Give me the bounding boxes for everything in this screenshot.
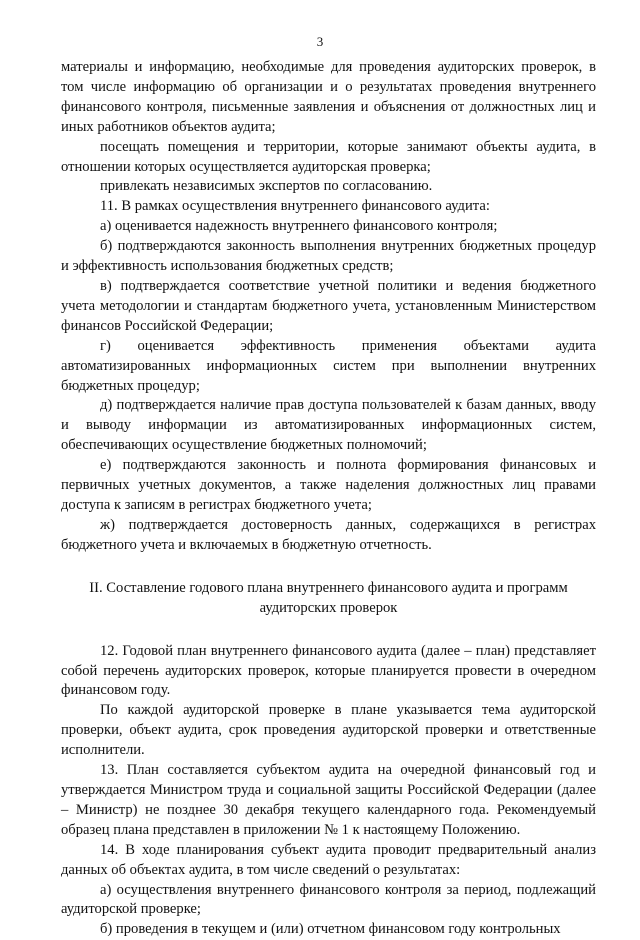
paragraph-item-11d: д) подтверждается наличие прав доступа пользователей к базам данных, вводу и выводу информации из автоматизированных информационных систем, обеспечивающих осуществление бюджетных полномочий; — [61, 397, 596, 454]
paragraph-item-11zh: ж) подтверждается достоверность данных, содержащихся в регистрах бюджетного учета и включаемых в бюджетную отчетность. — [61, 516, 596, 553]
paragraph-experts: привлекать независимых экспертов по согласованию. — [100, 178, 433, 195]
paragraph-item-14a: а) осуществления внутреннего финансового контроля за период, подлежащий аудиторской проверке; — [61, 881, 596, 918]
paragraph-item-11a: а) оценивается надежность внутреннего финансового контроля; — [100, 218, 498, 235]
spacer — [61, 618, 596, 642]
document-body — [61, 58, 596, 940]
paragraph-item-13: 13. План составляется субъектом аудита на очередной финансовый год и утверждается Министром труда и социальной защиты Российской Федерации (далее – Министр) не позднее 30 декабря текущего календарного года. Рекомендуемый образец плана представлен в приложении № 1 к настоящему Положению. — [61, 762, 596, 838]
spacer — [61, 556, 596, 578]
paragraph-item-11g: г) оценивается эффективность применения объектами аудита автоматизированных информационных систем при выполнении внутренних бюджетных процедур; — [61, 337, 596, 394]
paragraph-item-11v: в) подтверждается соответствие учетной политики и ведения бюджетного учета методологии и стандартам бюджетного учета, установленным Министерством финансов Российской Федерации; — [61, 277, 596, 334]
paragraph-plan-topics: По каждой аудиторской проверке в плане указывается тема аудиторской проверки, объект аудита, срок проведения аудиторской проверки и ответственные исполнители. — [61, 702, 596, 759]
paragraph-item-11: 11. В рамках осуществления внутреннего финансового аудита: — [100, 198, 490, 215]
paragraph-item-12: 12. Годовой план внутреннего финансового аудита (далее – план) представляет собой перечень аудиторских проверок, которые планируется провести в очередном финансовом году. — [61, 642, 596, 699]
paragraph-item-14: 14. В ходе планирования субъект аудита проводит предварительный анализ данных об объектах аудита, в том числе сведений о результатах: — [61, 841, 596, 878]
paragraph-item-11b: б) подтверждаются законность выполнения внутренних бюджетных процедур и эффективность использования бюджетных средств; — [61, 238, 596, 275]
paragraph-item-11e: е) подтверждаются законность и полнота формирования финансовых и первичных учетных документов, а также наделения должностных лиц правами доступа к записям в регистрах бюджетного учета; — [61, 457, 596, 513]
section-heading-line-2: аудиторских проверок — [259, 599, 398, 616]
paragraph-continuation: материалы и информацию, необходимые для проведения аудиторских проверок, в том числе информацию об организации и о результатах проведения внутреннего финансового контроля, письменные заявления и объяснения от должностных лиц и иных работников объектов аудита; — [61, 59, 596, 135]
paragraph-visit-premises: посещать помещения и территории, которые занимают объекты аудита, в отношении которых осуществляется аудиторская проверка; — [61, 138, 596, 175]
page-number: 3 — [316, 34, 324, 49]
section-heading-line-1: II. Составление годового плана внутреннего финансового аудита и программ — [89, 579, 568, 596]
paragraph-item-14b: б) проведения в текущем и (или) отчетном финансовом году контрольных — [100, 921, 561, 938]
